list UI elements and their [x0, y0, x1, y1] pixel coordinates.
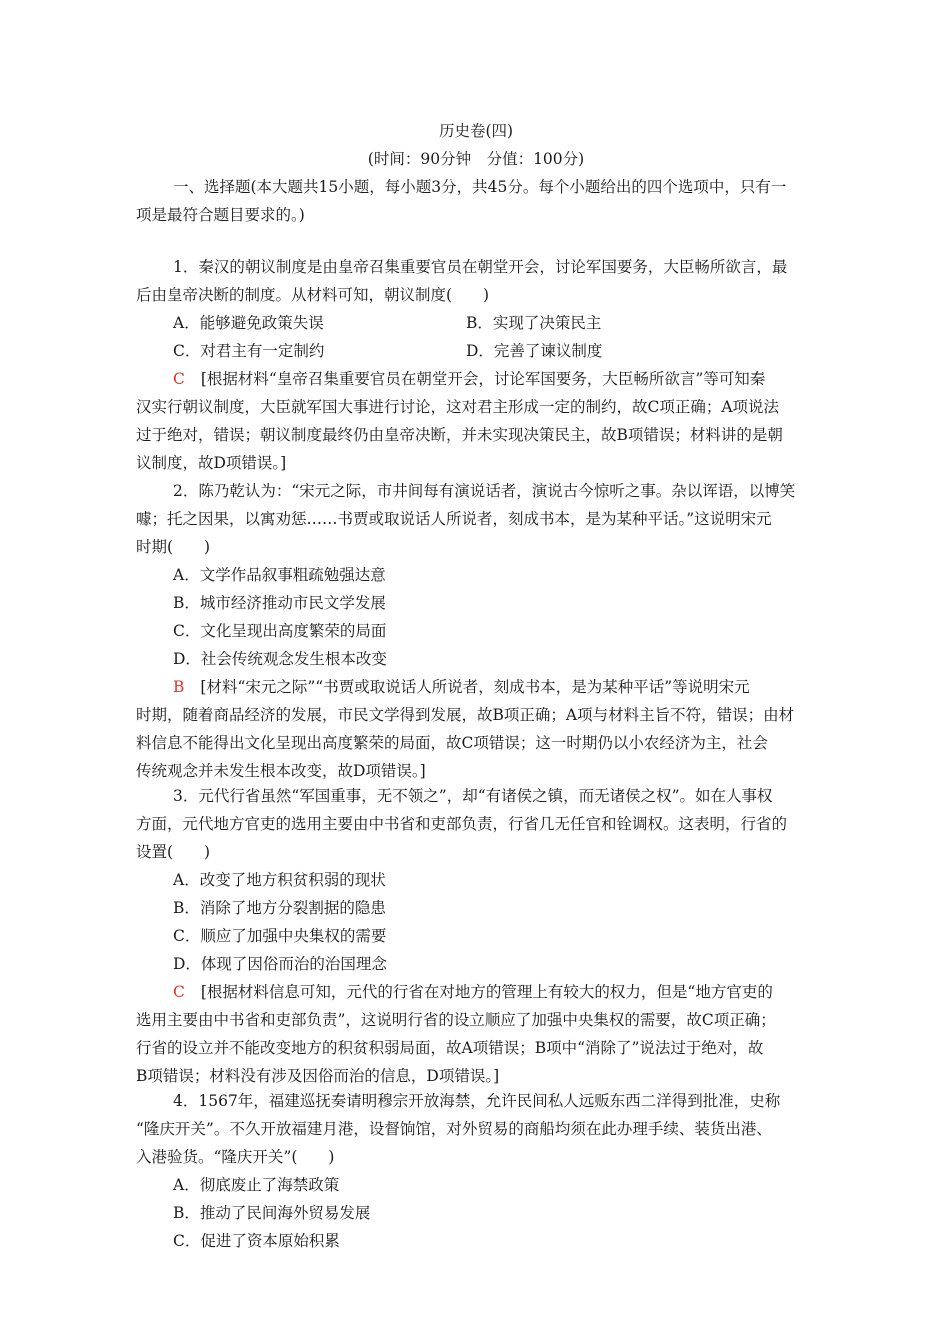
instructions-line-1: 一、选择题(本大题共15小题，每小题3分，共45分。每个小题给出的四个选项中，只有一 — [173, 178, 787, 196]
q4-stem-line-3: 入港验货。“隆庆开关”( ) — [136, 1148, 335, 1166]
q1-answer-row — [173, 365, 816, 393]
q1-explanation-line-2: 汉实行朝议制度，大臣就军国大事进行讨论，这对君主形成一定的制约，故C项正确；A项说法 — [136, 398, 780, 416]
q1-explanation-line-1: [根据材料“皇帝召集重要官员在朝堂开会，讨论军国要务，大臣畅所欲言”等可知秦 — [200, 370, 766, 388]
q4-option-b: B．推动了民间海外贸易发展 — [173, 1204, 371, 1222]
q3-stem-line-3: 设置( ) — [136, 843, 211, 861]
q2-explanation-line-2: 时期，随着商品经济的发展，市民文学得到发展，故B项正确；A项与材料主旨不符，错误；由材 — [136, 706, 795, 724]
q3-explanation-line-4: B项错误；材料没有涉及因俗而治的信息，D项错误。] — [136, 1067, 500, 1085]
q2-option-a: A．文学作品叙事粗疏勉强达意 — [173, 566, 386, 584]
q1-option-c: C．对君主有一定制约 — [173, 342, 325, 360]
q1-option-d: D．完善了谏议制度 — [466, 342, 603, 360]
q2-stem-line-2: 噱；托之因果，以寓劝惩……书贾或取说话人所说者，刻成书本，是为某种平话。”这说明宋元 — [136, 510, 772, 528]
q3-answer-row — [173, 978, 816, 1006]
q2-option-d: D．社会传统观念发生根本改变 — [173, 650, 387, 668]
q1-explanation-line-3: 过于绝对，错误；朝议制度最终仍由皇帝决断，并未实现决策民主，故B项错误；材料讲的是朝 — [136, 426, 783, 444]
q3-option-a: A．改变了地方积贫积弱的现状 — [173, 871, 386, 889]
q1-stem-line-2: 后由皇帝决断的制度。从材料可知，朝议制度( ) — [136, 286, 490, 304]
page-subtitle: (时间：90分钟 分值：100分) — [367, 150, 585, 168]
q1-answer-letter: C — [173, 370, 185, 388]
q1-option-b: B．实现了决策民主 — [466, 314, 602, 332]
q2-explanation-line-4: 传统观念并未发生根本改变，故D项错误。] — [136, 762, 426, 780]
q2-stem-line-1: 2．陈乃乾认为：“宋元之际，市井间每有演说话者，演说古今惊听之事。杂以诨语，以博笑 — [173, 482, 796, 500]
page-title: 历史卷(四) — [438, 122, 514, 140]
q2-answer-letter: B — [173, 678, 185, 696]
instructions-line-2: 项是最符合题目要求的。) — [136, 206, 305, 224]
q1-stem-line-1: 1．秦汉的朝议制度是由皇帝召集重要官员在朝堂开会，讨论军国要务，大臣畅所欲言，最 — [173, 258, 788, 276]
q3-stem-line-2: 方面，元代地方官吏的选用主要由中书省和吏部负责，行省几无任官和铨调权。这表明，行省的 — [136, 815, 788, 833]
q3-answer-letter: C — [173, 983, 185, 1001]
q2-explanation-line-3: 料信息不能得出文化呈现出高度繁荣的局面，故C项错误；这一时期仍以小农经济为主，社会 — [136, 734, 768, 752]
q3-stem-line-1: 3．元代行省虽然“军国重事，无不领之”，却“有诸侯之镇，而无诸侯之权”。如在人事权 — [173, 787, 773, 805]
q2-answer-row — [173, 673, 816, 701]
q4-stem-line-1: 4．1567年，福建巡抚奏请明穆宗开放海禁，允许民间私人远贩东西二洋得到批准，史称 — [173, 1092, 781, 1110]
q3-option-d: D．体现了因俗而治的治国理念 — [173, 955, 387, 973]
q4-option-c: C．促进了资本原始积累 — [173, 1232, 340, 1250]
q3-option-b: B．消除了地方分裂割据的隐患 — [173, 899, 386, 917]
q2-option-c: C．文化呈现出高度繁荣的局面 — [173, 622, 387, 640]
q3-option-c: C．顺应了加强中央集权的需要 — [173, 927, 387, 945]
q3-explanation-line-3: 行省的设立并不能改变地方的积贫积弱局面，故A项错误；B项中“消除了”说法过于绝对，故 — [136, 1039, 764, 1057]
q3-explanation-line-2: 选用主要由中书省和吏部负责”，这说明行省的设立顺应了加强中央集权的需要，故C项正确； — [136, 1011, 776, 1029]
q2-explanation-line-1: [材料“宋元之际”“书贾或取说话人所说者，刻成书本，是为某种平话”等说明宋元 — [200, 678, 750, 696]
q4-stem-line-2: “隆庆开关”。不久开放福建月港，设督饷馆，对外贸易的商船均须在此办理手续、装货出港、 — [136, 1120, 772, 1138]
q1-explanation-line-4: 议制度，故D项错误。] — [136, 454, 287, 472]
q2-stem-line-3: 时期( ) — [136, 538, 211, 556]
q1-option-a: A．能够避免政策失误 — [173, 314, 324, 332]
q4-option-a: A．彻底废止了海禁政策 — [173, 1176, 340, 1194]
q2-option-b: B．城市经济推动市民文学发展 — [173, 594, 386, 612]
q3-explanation-line-1: [根据材料信息可知，元代的行省在对地方的管理上有较大的权力，但是“地方官吏的 — [200, 983, 773, 1001]
